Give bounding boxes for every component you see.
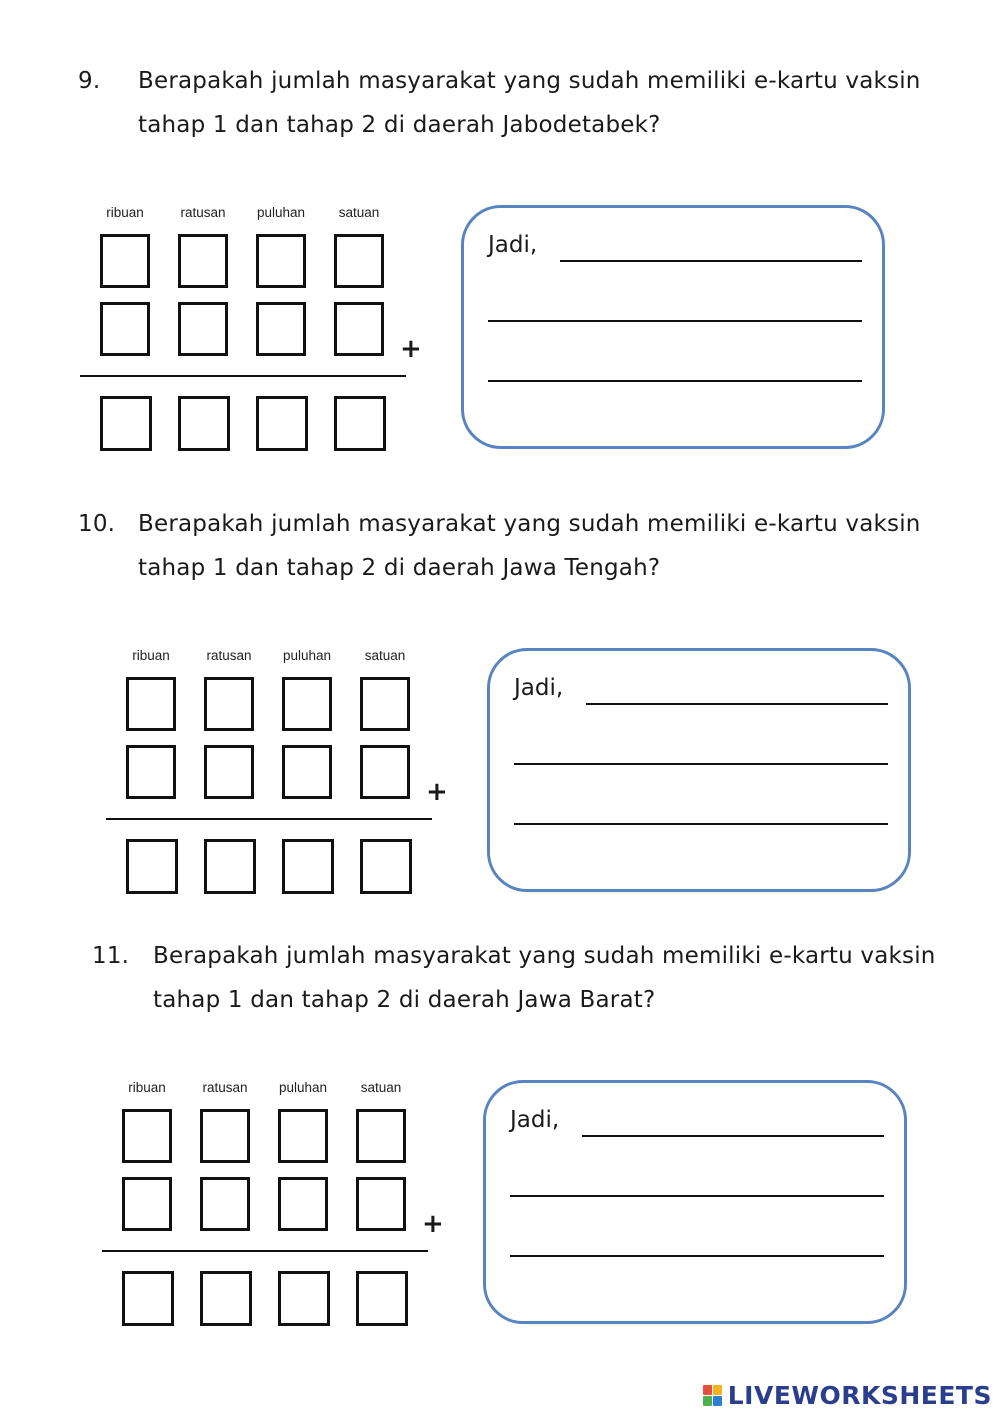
sum-digit-box[interactable]	[200, 1271, 252, 1326]
question-text-line-1: Berapakah jumlah masyarakat yang sudah memiliki e-kartu vaksin	[138, 511, 921, 537]
answer-panel	[461, 205, 885, 449]
addend-1-digit-box[interactable]	[204, 677, 254, 731]
question-1	[0, 0, 1000, 440]
answer-blank-1[interactable]	[586, 703, 888, 705]
sum-divider-line	[106, 818, 432, 820]
addend-2-digit-box[interactable]	[356, 1177, 406, 1231]
answer-blank-1[interactable]	[582, 1135, 884, 1137]
footer-brand	[703, 1381, 992, 1409]
addend-1-digit-box[interactable]	[122, 1109, 172, 1163]
answer-panel	[483, 1080, 907, 1324]
addend-2-digit-box[interactable]	[282, 745, 332, 799]
sum-digit-box[interactable]	[122, 1271, 174, 1326]
answer-prefix: Jadi,	[488, 232, 538, 258]
sum-divider-line	[102, 1250, 428, 1252]
question-number: 10.	[78, 511, 116, 537]
sum-digit-box[interactable]	[278, 1271, 330, 1326]
column-label-puluhan: puluhan	[256, 205, 306, 220]
sum-digit-box[interactable]	[356, 1271, 408, 1326]
logo-square	[713, 1396, 722, 1406]
brand-name: LIVEWORKSHEETS	[727, 1380, 992, 1410]
column-label-puluhan: puluhan	[282, 648, 332, 663]
addend-1-digit-box[interactable]	[178, 234, 228, 288]
answer-blank-2[interactable]	[514, 763, 888, 765]
answer-blank-3[interactable]	[510, 1255, 884, 1257]
addend-1-digit-box[interactable]	[334, 234, 384, 288]
addend-2-digit-box[interactable]	[178, 302, 228, 356]
addend-1-digit-box[interactable]	[360, 677, 410, 731]
addend-1-digit-box[interactable]	[126, 677, 176, 731]
liveworksheets-logo-icon	[703, 1385, 722, 1406]
addend-1-digit-box[interactable]	[256, 234, 306, 288]
logo-square	[703, 1385, 712, 1395]
addend-2-digit-box[interactable]	[200, 1177, 250, 1231]
column-label-satuan: satuan	[360, 1080, 402, 1095]
question-text-line-1: Berapakah jumlah masyarakat yang sudah memiliki e-kartu vaksin	[153, 943, 936, 969]
column-label-ratusan: ratusan	[180, 205, 226, 220]
question-2	[0, 443, 1000, 883]
addend-2-digit-box[interactable]	[126, 745, 176, 799]
column-label-ratusan: ratusan	[206, 648, 252, 663]
addend-1-digit-box[interactable]	[200, 1109, 250, 1163]
addend-1-digit-box[interactable]	[278, 1109, 328, 1163]
question-number: 9.	[78, 68, 101, 94]
addend-1-digit-box[interactable]	[282, 677, 332, 731]
addend-1-digit-box[interactable]	[356, 1109, 406, 1163]
answer-prefix: Jadi,	[510, 1107, 560, 1133]
addend-2-digit-box[interactable]	[100, 302, 150, 356]
plus-sign: +	[426, 777, 448, 807]
answer-panel	[487, 648, 911, 892]
answer-blank-3[interactable]	[488, 380, 862, 382]
answer-blank-3[interactable]	[514, 823, 888, 825]
column-label-satuan: satuan	[364, 648, 406, 663]
addend-2-digit-box[interactable]	[204, 745, 254, 799]
question-number: 11.	[92, 943, 130, 969]
column-label-ribuan: ribuan	[128, 1080, 166, 1095]
column-label-satuan: satuan	[338, 205, 380, 220]
addend-1-digit-box[interactable]	[100, 234, 150, 288]
logo-square	[713, 1385, 722, 1395]
column-label-ribuan: ribuan	[106, 205, 144, 220]
column-label-ribuan: ribuan	[132, 648, 170, 663]
question-text-line-2: tahap 1 dan tahap 2 di daerah Jawa Tengah?	[138, 555, 661, 581]
answer-prefix: Jadi,	[514, 675, 564, 701]
answer-blank-2[interactable]	[510, 1195, 884, 1197]
addend-2-digit-box[interactable]	[334, 302, 384, 356]
question-text-line-2: tahap 1 dan tahap 2 di daerah Jabodetabek?	[138, 112, 661, 138]
column-label-puluhan: puluhan	[278, 1080, 328, 1095]
sum-divider-line	[80, 375, 406, 377]
logo-square	[703, 1396, 712, 1406]
answer-blank-1[interactable]	[560, 260, 862, 262]
question-3	[0, 875, 1000, 1315]
plus-sign: +	[422, 1209, 444, 1239]
plus-sign: +	[400, 334, 422, 364]
addend-2-digit-box[interactable]	[278, 1177, 328, 1231]
column-label-ratusan: ratusan	[202, 1080, 248, 1095]
addend-2-digit-box[interactable]	[122, 1177, 172, 1231]
question-text-line-2: tahap 1 dan tahap 2 di daerah Jawa Barat?	[153, 987, 656, 1013]
addend-2-digit-box[interactable]	[360, 745, 410, 799]
question-text-line-1: Berapakah jumlah masyarakat yang sudah memiliki e-kartu vaksin	[138, 68, 921, 94]
addend-2-digit-box[interactable]	[256, 302, 306, 356]
answer-blank-2[interactable]	[488, 320, 862, 322]
